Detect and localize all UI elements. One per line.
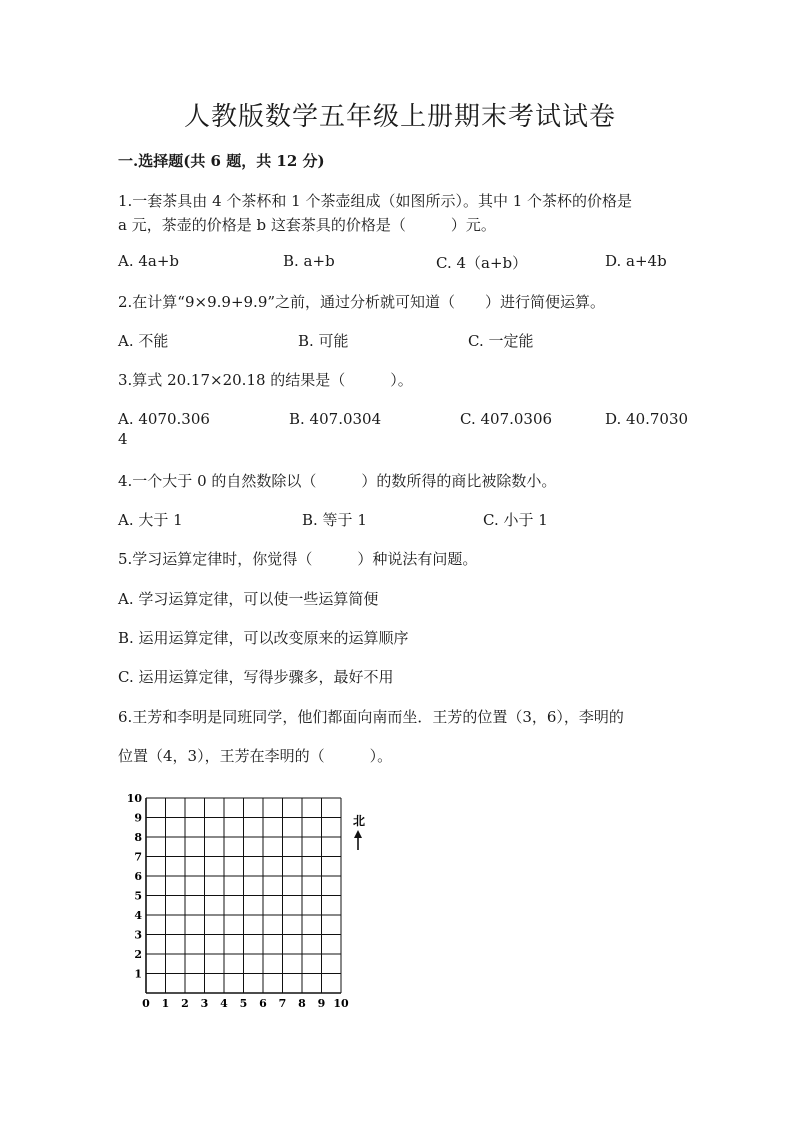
x-tick-label: 7 xyxy=(278,997,287,1010)
q3-option-c[interactable]: C. 407.0306 xyxy=(460,410,553,428)
question-4: 4.一个大于 0 的自然数除以（ ）的数所得的商比被除数小。 xyxy=(118,472,557,490)
q4-option-c[interactable]: C. 小于 1 xyxy=(483,511,548,529)
north-label: 北 xyxy=(353,814,366,828)
y-tick-label: 7 xyxy=(134,850,142,864)
q5-option-c[interactable]: C. 运用运算定律，写得步骤多，最好不用 xyxy=(118,668,394,686)
q3-option-d-wrap: 4 xyxy=(118,430,128,448)
q3-option-a[interactable]: A. 4070.306 xyxy=(118,410,210,428)
q3-option-b[interactable]: B. 407.0304 xyxy=(289,410,382,428)
y-tick-label: 1 xyxy=(134,967,142,981)
q2-option-c[interactable]: C. 一定能 xyxy=(468,332,534,350)
question-2: 2.在计算“9×9.9+9.9”之前，通过分析就可知道（ ）进行简便运算。 xyxy=(118,293,606,311)
question-6-line-1: 6.王芳和李明是同班同学，他们都面向南而坐．王芳的位置（3，6），李明的 xyxy=(118,708,624,726)
x-tick-label: 10 xyxy=(333,997,349,1010)
q1-option-b[interactable]: B. a+b xyxy=(283,252,335,270)
q2-option-b[interactable]: B. 可能 xyxy=(298,332,349,350)
y-axis-labels xyxy=(127,792,143,981)
question-6-line-2: 位置（4，3），王芳在李明的（ ）。 xyxy=(118,747,393,765)
question-1-line-1: 1.一套茶具由 4 个茶杯和 1 个茶壶组成（如图所示）。其中 1 个茶杯的价格是 xyxy=(118,192,633,210)
q1-option-a[interactable]: A. 4a+b xyxy=(118,252,180,270)
x-tick-label: 5 xyxy=(239,997,248,1010)
y-tick-label: 6 xyxy=(134,870,142,883)
y-tick-label: 5 xyxy=(134,889,142,903)
page-title: 人教版数学五年级上册期末考试试卷 xyxy=(183,102,616,132)
y-tick-label: 10 xyxy=(126,792,142,805)
coordinate-grid-figure xyxy=(124,792,384,1020)
y-tick-label: 9 xyxy=(134,811,142,825)
y-tick-label: 4 xyxy=(134,909,142,922)
q2-option-a[interactable]: A. 不能 xyxy=(118,332,169,350)
q4-option-b[interactable]: B. 等于 1 xyxy=(302,511,367,529)
x-tick-label: 2 xyxy=(181,997,189,1010)
grid-lines xyxy=(146,798,341,993)
x-tick-label: 8 xyxy=(298,997,306,1010)
section-heading: 一.选择题(共 6 题，共 12 分) xyxy=(118,152,325,170)
y-tick-label: 2 xyxy=(134,948,142,961)
question-5: 5.学习运算定律时，你觉得（ ）种说法有问题。 xyxy=(118,550,478,568)
question-1-line-2: a 元，茶壶的价格是 b 这套茶具的价格是（ ）元。 xyxy=(118,216,496,234)
y-tick-label: 8 xyxy=(134,831,142,844)
north-arrow-icon xyxy=(354,830,362,838)
x-tick-label: 0 xyxy=(142,997,150,1010)
x-axis-labels xyxy=(142,997,349,1010)
x-tick-label: 1 xyxy=(161,997,170,1010)
q1-option-d[interactable]: D. a+4b xyxy=(605,252,667,270)
x-tick-label: 3 xyxy=(200,997,209,1010)
y-tick-label: 3 xyxy=(134,928,142,942)
q4-option-a[interactable]: A. 大于 1 xyxy=(118,511,183,529)
q5-option-a[interactable]: A. 学习运算定律，可以使一些运算简便 xyxy=(118,590,379,608)
q3-option-d[interactable]: D. 40.7030 xyxy=(605,410,689,428)
q5-option-b[interactable]: B. 运用运算定律，可以改变原来的运算顺序 xyxy=(118,629,409,647)
x-tick-label: 4 xyxy=(220,997,228,1010)
q1-option-c[interactable]: C. 4（a+b） xyxy=(436,254,528,272)
x-tick-label: 6 xyxy=(259,997,267,1010)
x-tick-label: 9 xyxy=(317,997,326,1010)
north-indicator xyxy=(353,814,365,850)
coordinate-grid xyxy=(124,792,384,1020)
question-3: 3.算式 20.17×20.18 的结果是（ ）。 xyxy=(118,371,413,389)
